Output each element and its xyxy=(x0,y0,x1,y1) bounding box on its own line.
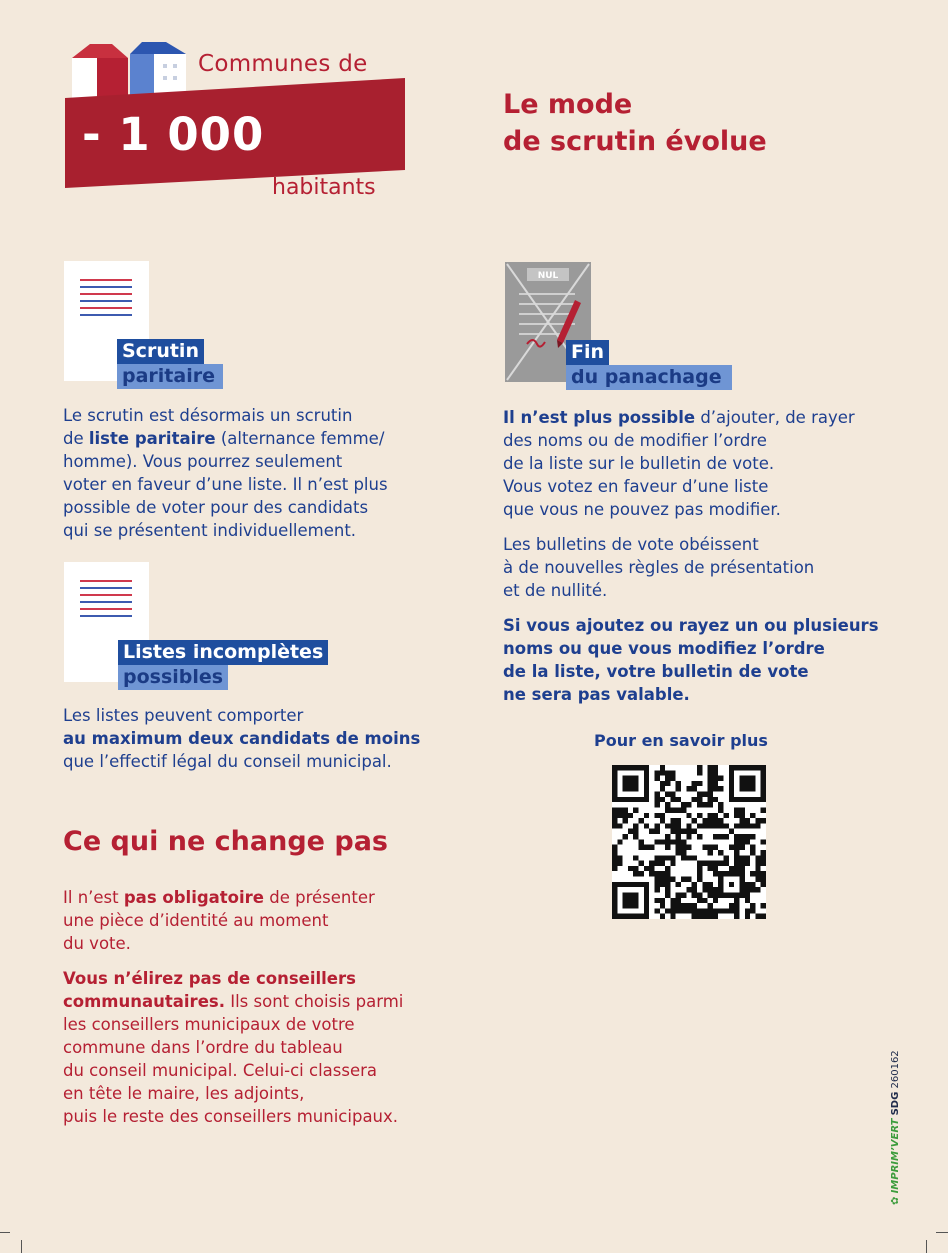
imprint-number: 260162 xyxy=(890,1050,901,1089)
crop-mark xyxy=(926,1240,927,1253)
imprim-brand: IMPRIM’VERT xyxy=(890,1118,901,1194)
crop-mark xyxy=(0,1232,10,1233)
population-threshold: - 1 000 xyxy=(82,108,265,161)
leaf-icon: ✿ xyxy=(890,1196,901,1205)
scrutin-paritaire-text: Le scrutin est désormais un scrutin de liste paritaire (alternance femme/ homme). Vous pourrez seulement voter en faveur d’une liste. Il n’est plus possible de voter pour des candidats qui se présentent individuellement. xyxy=(63,406,388,540)
page-title xyxy=(503,86,767,160)
page-title-line2: de scrutin évolue xyxy=(503,126,767,157)
listes-incompletes-label xyxy=(118,640,328,690)
section-title-unchanged: Ce qui ne change pas xyxy=(63,826,388,857)
scrutin-paritaire-label xyxy=(117,339,223,389)
unchanged-text: Il n’est pas obligatoire de présenter une pièce d’identité au moment du vote. Vous n’élirez pas de conseillers communautaires. Ils sont choisis parmi les conseillers municipaux de votre commune dans l’ordre du tableau du conseil municipal. Celui-ci classera en tête le maire, les adjoints, puis le reste des conseillers municipaux. xyxy=(63,888,404,1126)
habitants-label: habitants xyxy=(272,175,376,200)
label-line1: Fin xyxy=(566,340,609,365)
listes-incompletes-text: Les listes peuvent comporter au maximum deux candidats de moins que l’effectif légal du conseil municipal. xyxy=(63,706,421,771)
crop-mark xyxy=(21,1240,22,1253)
label-line2: possibles xyxy=(118,665,228,690)
imprim-vert-mark xyxy=(862,1050,902,1210)
imprint-code: SDG xyxy=(890,1091,901,1116)
fin-panachage-text: Il n’est plus possible d’ajouter, de rayer des noms ou de modifier l’ordre de la liste sur le bulletin de vote. Vous votez en faveur d’une liste que vous ne pouvez pas modifier. Les bulletins de vote obéissent à de nouvelles règles de présentation et de nullité. Si vous ajoutez ou rayez un ou plusieurs noms ou que vous modifiez l’ordre de la liste, votre bulletin de vote ne sera pas valable. xyxy=(503,408,879,704)
crop-mark xyxy=(936,1232,948,1233)
nul-label: NUL xyxy=(537,271,559,281)
page-title-line1: Le mode xyxy=(503,89,633,120)
label-line2: paritaire xyxy=(117,364,223,389)
communes-de-label: Communes de xyxy=(198,51,368,77)
qr-code[interactable] xyxy=(612,765,766,919)
fin-panachage-label xyxy=(566,340,732,390)
label-line1: Scrutin xyxy=(117,339,204,364)
label-line1: Listes incomplètes xyxy=(118,640,328,665)
label-line2: du panachage xyxy=(566,365,732,390)
qr-title: Pour en savoir plus xyxy=(594,731,768,750)
